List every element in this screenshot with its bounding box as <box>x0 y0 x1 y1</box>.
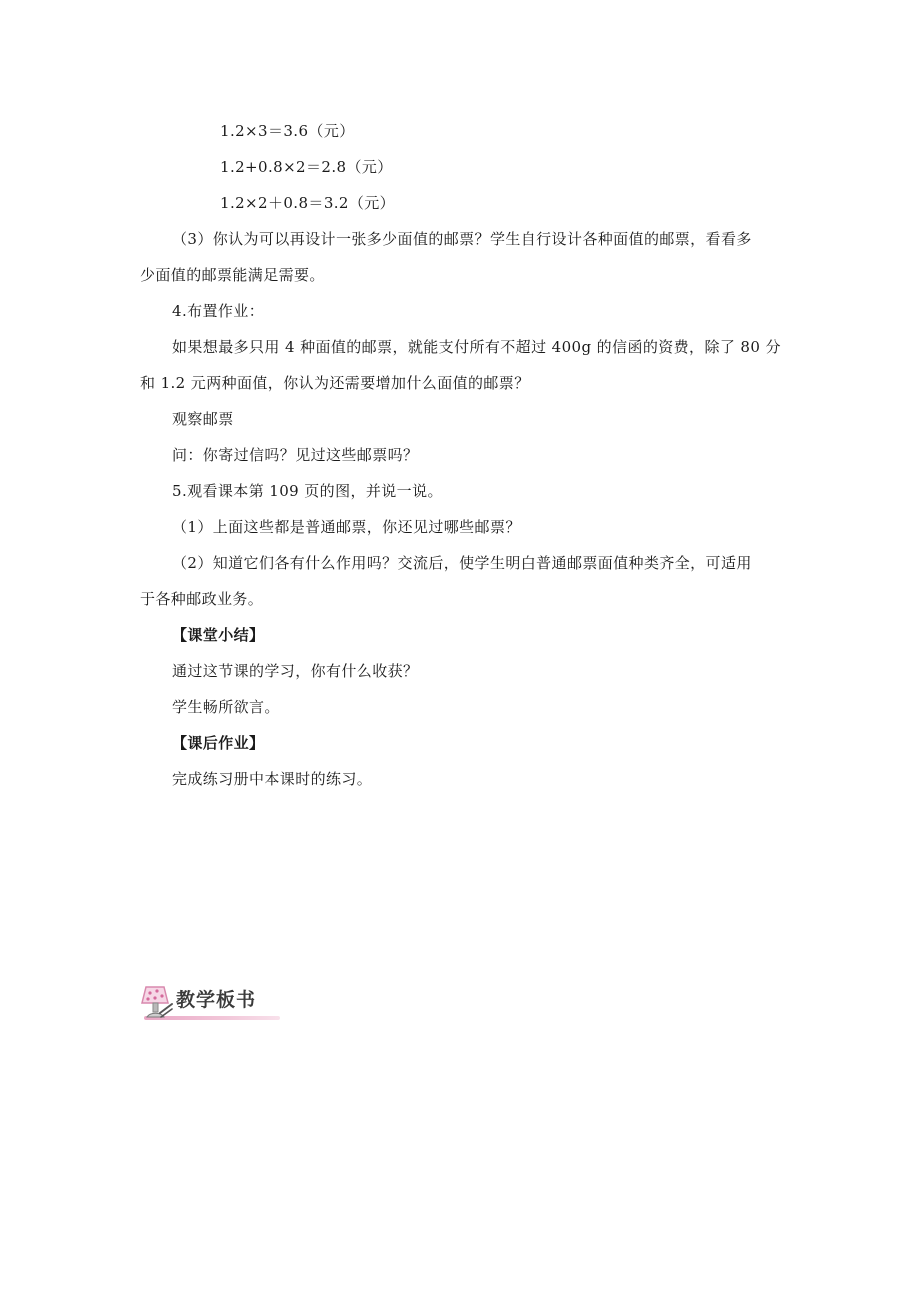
calculation-line-2: 1.2+0.8×2＝2.8（元） <box>220 158 393 176</box>
summary-answer: 学生畅所欲言。 <box>172 698 280 716</box>
summary-question: 通过这节课的学习，你有什么收获？ <box>172 662 419 680</box>
calculation-line-1: 1.2×3＝3.6（元） <box>220 122 355 140</box>
sub-item-1: （1）上面这些都是普通邮票，你还见过哪些邮票？ <box>172 518 521 536</box>
question-line: 问：你寄过信吗？见过这些邮票吗？ <box>172 446 419 464</box>
lamp-icon <box>138 983 174 1021</box>
item3-line-1: （3）你认为可以再设计一张多少面值的邮票？学生自行设计各种面值的邮票，看看多 <box>172 230 752 248</box>
sub-item-2-line-2: 于各种邮政业务。 <box>140 590 264 608</box>
after-class-text: 完成练习册中本课时的练习。 <box>172 770 373 788</box>
summary-heading: 【课堂小结】 <box>172 626 265 644</box>
sub-item-2-line-1: （2）知道它们各有什么作用吗？交流后，使学生明白普通邮票面值种类齐全，可适用 <box>172 554 752 572</box>
section-badge <box>138 983 280 1023</box>
step5-line: 5.观看课本第 109 页的图，并说一说。 <box>172 482 443 500</box>
item3-line-2: 少面值的邮票能满足需要。 <box>140 266 325 284</box>
homework-heading: 4.布置作业： <box>172 302 265 320</box>
homework-text-line-2: 和 1.2 元两种面值，你认为还需要增加什么面值的邮票？ <box>140 374 530 392</box>
homework-text-line-1: 如果想最多只用 4 种面值的邮票，就能支付所有不超过 400g 的信函的资费，除了 80 分 <box>172 338 781 356</box>
after-class-heading: 【课后作业】 <box>172 734 265 752</box>
badge-title: 教学板书 <box>176 989 257 1011</box>
calculation-line-3: 1.2×2＋0.8＝3.2（元） <box>220 194 396 212</box>
observe-stamps: 观察邮票 <box>172 410 234 428</box>
